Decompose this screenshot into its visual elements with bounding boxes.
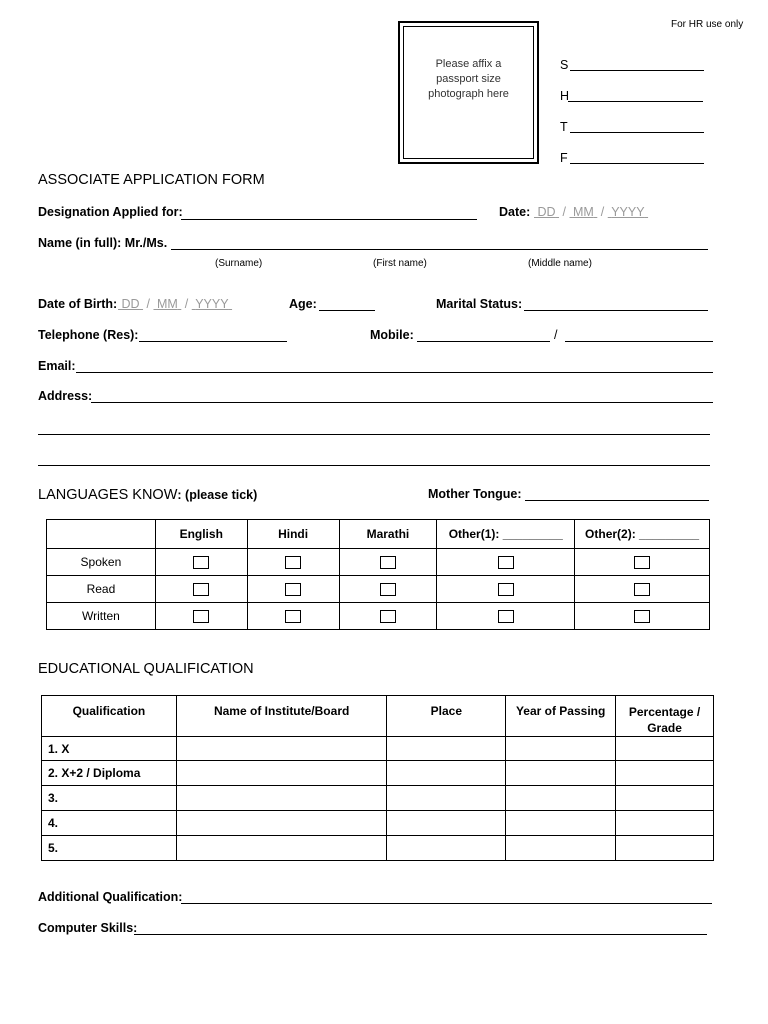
lang-cell xyxy=(575,576,710,603)
edu-cell-percentage[interactable] xyxy=(616,737,714,761)
edu-col-percentage: Percentage / Grade xyxy=(616,696,714,737)
lang-cell xyxy=(247,576,339,603)
read-marathi-checkbox[interactable] xyxy=(380,583,396,596)
edu-cell-percentage[interactable] xyxy=(616,786,714,811)
hr-field-f-line[interactable] xyxy=(570,163,704,164)
spoken-marathi-checkbox[interactable] xyxy=(380,556,396,569)
languages-note: : (please tick) xyxy=(177,488,258,502)
telephone-label: Telephone (Res): xyxy=(38,328,139,342)
name-field[interactable] xyxy=(171,249,708,250)
lang-col-other2: Other(2): _________ xyxy=(575,520,710,549)
spoken-other2-checkbox[interactable] xyxy=(634,556,650,569)
mobile-field-1[interactable] xyxy=(417,341,550,342)
edu-cell-year[interactable] xyxy=(506,786,616,811)
email-field[interactable] xyxy=(76,372,713,373)
dob-field[interactable] xyxy=(118,297,232,311)
lang-row-label: Written xyxy=(47,603,156,630)
read-english-checkbox[interactable] xyxy=(193,583,209,596)
edu-cell-institute[interactable] xyxy=(176,737,387,761)
languages-header-row xyxy=(47,520,710,549)
date-sep-2: / xyxy=(600,205,605,219)
computer-skills-label: Computer Skills: xyxy=(38,921,138,935)
date-dd[interactable]: DD xyxy=(537,205,556,219)
date-label: Date: xyxy=(499,205,531,219)
mother-tongue-label: Mother Tongue: xyxy=(428,487,522,501)
lang-cell xyxy=(155,603,247,630)
lang-cell xyxy=(339,576,437,603)
lang-cell xyxy=(155,576,247,603)
form-title: ASSOCIATE APPLICATION FORM xyxy=(38,172,265,188)
age-label: Age: xyxy=(289,297,317,311)
languages-row-written xyxy=(47,603,710,630)
mobile-separator: / xyxy=(554,328,558,342)
languages-corner-cell xyxy=(47,520,156,549)
name-label: Name (in full): Mr./Ms. xyxy=(38,236,168,250)
spoken-english-checkbox[interactable] xyxy=(193,556,209,569)
edu-cell-place[interactable] xyxy=(387,761,506,786)
edu-col-year: Year of Passing xyxy=(506,696,616,737)
hr-field-h-label: H xyxy=(560,89,570,103)
designation-label: Designation Applied for: xyxy=(38,205,183,219)
mobile-label: Mobile: xyxy=(370,328,414,342)
edu-cell-place[interactable] xyxy=(387,836,506,861)
lang-cell xyxy=(339,603,437,630)
edu-row-label: 2. X+2 / Diploma xyxy=(42,761,177,786)
edu-col-place: Place xyxy=(387,696,506,737)
lang-cell xyxy=(437,549,575,576)
edu-row-label: 5. xyxy=(42,836,177,861)
lang-cell xyxy=(437,576,575,603)
photo-instruction: Please affix a passport size photograph here xyxy=(428,58,509,100)
written-marathi-checkbox[interactable] xyxy=(380,610,396,623)
languages-title: LANGUAGES KNOW xyxy=(38,487,178,503)
hr-field-f-label: F xyxy=(560,151,568,165)
dob-yyyy[interactable]: YYYY xyxy=(195,297,229,311)
dob-sep-1: / xyxy=(146,297,150,311)
lang-row-label: Spoken xyxy=(47,549,156,576)
hr-field-h-line[interactable] xyxy=(568,101,703,102)
dob-mm[interactable]: MM xyxy=(156,297,178,311)
edu-cell-percentage[interactable] xyxy=(616,836,714,861)
table-row xyxy=(42,836,714,861)
lang-col-marathi: Marathi xyxy=(339,520,437,549)
address-field-line-3[interactable] xyxy=(38,465,710,466)
hr-field-s-label: S xyxy=(560,58,569,72)
table-row xyxy=(42,761,714,786)
dob-sep-2: / xyxy=(184,297,189,311)
hr-field-t-label: T xyxy=(560,120,568,134)
additional-qualification-field[interactable] xyxy=(181,903,712,904)
designation-field[interactable] xyxy=(181,219,477,220)
edu-cell-place[interactable] xyxy=(387,786,506,811)
edu-cell-place[interactable] xyxy=(387,737,506,761)
lang-col-hindi: Hindi xyxy=(247,520,339,549)
spoken-other1-checkbox[interactable] xyxy=(498,556,514,569)
marital-field[interactable] xyxy=(524,310,708,311)
age-field[interactable] xyxy=(319,310,375,311)
mother-tongue-field[interactable] xyxy=(525,500,709,501)
read-hindi-checkbox[interactable] xyxy=(285,583,301,596)
edu-cell-institute[interactable] xyxy=(176,836,387,861)
read-other1-checkbox[interactable] xyxy=(498,583,514,596)
lang-cell xyxy=(339,549,437,576)
computer-skills-field[interactable] xyxy=(134,934,707,935)
lang-col-english: English xyxy=(155,520,247,549)
edu-col-qualification: Qualification xyxy=(42,696,177,737)
hr-field-s-line[interactable] xyxy=(570,70,704,71)
telephone-field[interactable] xyxy=(139,341,287,342)
languages-row-read xyxy=(47,576,710,603)
edu-cell-year[interactable] xyxy=(506,836,616,861)
table-row xyxy=(42,786,714,811)
hr-use-note: For HR use only xyxy=(671,19,744,30)
photo-placeholder-box xyxy=(398,21,539,164)
edu-cell-institute[interactable] xyxy=(176,811,387,836)
lang-cell xyxy=(247,549,339,576)
name-hint-surname: (Surname) xyxy=(215,258,263,269)
date-mm[interactable]: MM xyxy=(572,205,594,219)
table-row xyxy=(42,811,714,836)
hr-field-t-line[interactable] xyxy=(570,132,704,133)
written-hindi-checkbox[interactable] xyxy=(285,610,301,623)
edu-cell-institute[interactable] xyxy=(176,786,387,811)
date-sep-1: / xyxy=(562,205,566,219)
edu-row-label: 1. X xyxy=(42,737,177,761)
lang-col-other1: Other(1): _________ xyxy=(437,520,575,549)
read-other2-checkbox[interactable] xyxy=(634,583,650,596)
date-yyyy[interactable]: YYYY xyxy=(611,205,645,219)
languages-heading xyxy=(38,486,257,504)
name-hint-first: (First name) xyxy=(373,258,427,269)
spoken-hindi-checkbox[interactable] xyxy=(285,556,301,569)
photo-inner-border xyxy=(403,26,534,159)
edu-cell-year[interactable] xyxy=(506,811,616,836)
lang-row-label: Read xyxy=(47,576,156,603)
edu-cell-year[interactable] xyxy=(506,761,616,786)
edu-cell-year[interactable] xyxy=(506,737,616,761)
written-other1-checkbox[interactable] xyxy=(498,610,514,623)
lang-cell xyxy=(575,603,710,630)
languages-table xyxy=(46,519,710,630)
mobile-field-2[interactable] xyxy=(565,341,713,342)
education-header-row xyxy=(42,696,714,737)
address-field-line-1[interactable] xyxy=(91,402,713,403)
dob-dd[interactable]: DD xyxy=(121,297,140,311)
edu-cell-place[interactable] xyxy=(387,811,506,836)
additional-qualification-label: Additional Qualification: xyxy=(38,890,183,904)
marital-label: Marital Status: xyxy=(436,297,523,311)
education-heading: EDUCATIONAL QUALIFICATION xyxy=(38,661,254,677)
name-hint-middle: (Middle name) xyxy=(528,258,592,269)
address-field-line-2[interactable] xyxy=(38,434,710,435)
date-field[interactable] xyxy=(534,205,648,219)
edu-cell-institute[interactable] xyxy=(176,761,387,786)
languages-row-spoken xyxy=(47,549,710,576)
written-other2-checkbox[interactable] xyxy=(634,610,650,623)
address-label: Address: xyxy=(38,389,93,403)
email-label: Email: xyxy=(38,359,76,373)
edu-row-label: 3. xyxy=(42,786,177,811)
lang-cell xyxy=(575,549,710,576)
education-table xyxy=(41,695,714,861)
edu-cell-percentage[interactable] xyxy=(616,761,714,786)
lang-cell xyxy=(437,603,575,630)
dob-label: Date of Birth: xyxy=(38,297,118,311)
written-english-checkbox[interactable] xyxy=(193,610,209,623)
edu-cell-percentage[interactable] xyxy=(616,811,714,836)
lang-cell xyxy=(155,549,247,576)
lang-cell xyxy=(247,603,339,630)
edu-row-label: 4. xyxy=(42,811,177,836)
edu-col-institute: Name of Institute/Board xyxy=(176,696,387,737)
table-row xyxy=(42,737,714,761)
